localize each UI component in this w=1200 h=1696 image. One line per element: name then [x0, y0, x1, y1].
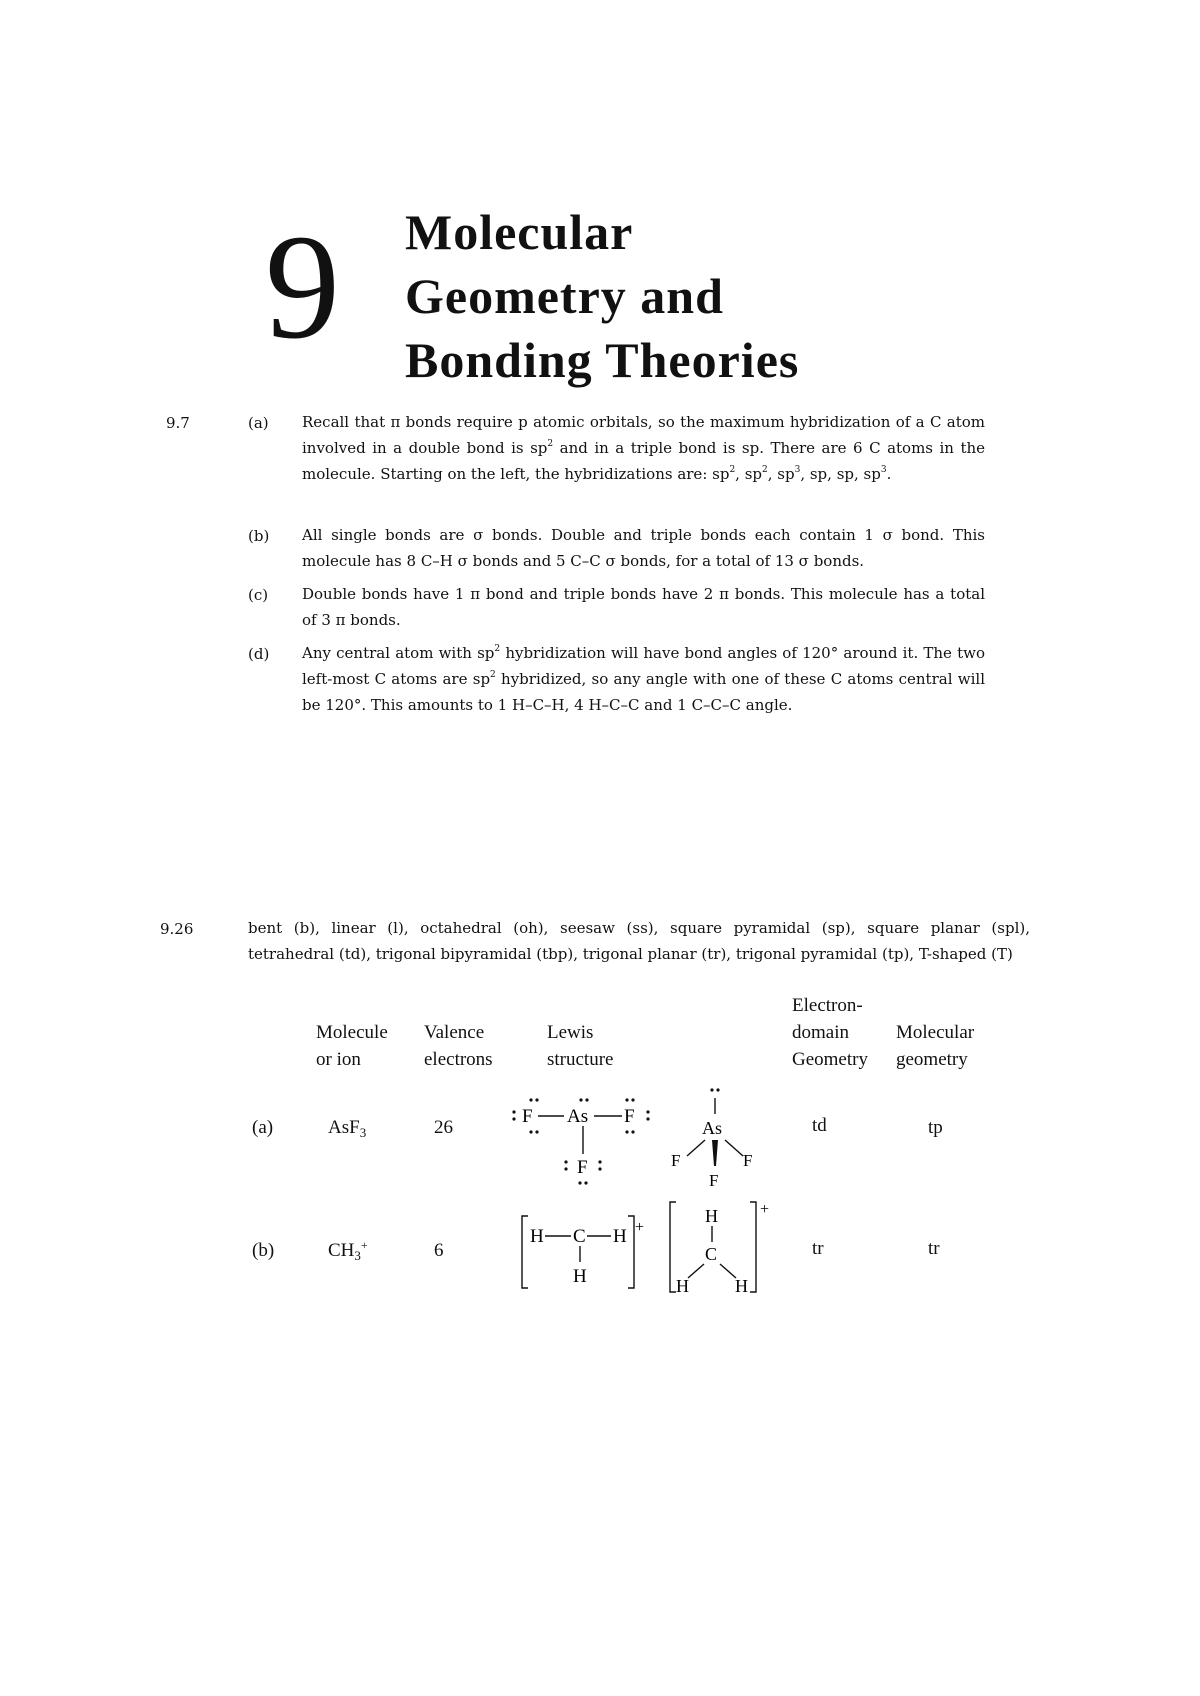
- asf3-lewis-as: As: [567, 1106, 589, 1127]
- ch3-geometry-h-right: H: [735, 1276, 748, 1296]
- asf3-geometry-f-bottom: F: [709, 1171, 719, 1190]
- ch3-lewis-h-left: H: [530, 1226, 544, 1247]
- chapter-title-line-1: Molecular: [405, 204, 634, 260]
- ch3-geometry-h-top: H: [705, 1206, 718, 1226]
- part-label-c: (c): [248, 586, 269, 604]
- part-text-a: Recall that π bonds require p atomic orbitals, so the maximum hybridization of a C atom involved in a double bond is $sp^2$ and in a triple bond is sp. There are 6 C atoms in the molecule. Starting on the left, the hybridizations are: $sp^2$, $sp^2$, $sp^3$, sp, sp, $sp^3$.: [302, 413, 986, 483]
- row-a-molecular-geometry: tp: [928, 1117, 943, 1138]
- header-electron-domain-geometry: Electron- domain Geometry: [792, 995, 868, 1070]
- row-a-formula: AsF$_3$: [328, 1117, 367, 1140]
- ch3-geometry-c: C: [705, 1244, 718, 1264]
- chapter-title-line-2: Geometry and: [405, 268, 724, 324]
- asf3-lewis-structure: [508, 1088, 658, 1188]
- asf3-geometry-sketch: [665, 1084, 765, 1194]
- ch3-lewis-h-right: H: [613, 1226, 627, 1247]
- part-text-d: Any central atom with $sp^2$ hybridization will have bond angles of 120° around it. The two left-most C atoms are $sp^2$ hybridized, so any angle with one of these C atoms central will be 120°. This amounts to 1 H–C–H, 4 H–C–C and 1 C–C–C angle.: [302, 644, 985, 714]
- asf3-geometry-as: As: [702, 1118, 723, 1138]
- row-b-molecular-geometry: tr: [928, 1238, 940, 1259]
- asf3-geometry-f-left: F: [671, 1151, 681, 1170]
- row-a-electron-domain: td: [812, 1115, 827, 1136]
- part-text-b: All single bonds are σ bonds. Double and triple bonds each contain 1 σ bond. This molecule has 8 C–H σ bonds and 5 C–C σ bonds, for a total of 13 σ bonds.: [302, 526, 985, 570]
- ch3-lewis-structure: [516, 1212, 646, 1292]
- ch3-lewis-h-bottom: H: [573, 1266, 587, 1287]
- header-valence-electrons: Valence electrons: [424, 1022, 493, 1070]
- part-text-c: Double bonds have 1 π bond and triple bonds have 2 π bonds. This molecule has a total of 3 π bonds.: [302, 585, 985, 629]
- header-molecule: Molecule or ion: [316, 1022, 388, 1070]
- row-a-valence: 26: [434, 1117, 453, 1138]
- asf3-lewis-f-bottom: F: [577, 1157, 588, 1178]
- asf3-lewis-f-right: F: [624, 1106, 635, 1127]
- part-label-d: (d): [248, 645, 270, 663]
- part-label-b: (b): [248, 527, 270, 545]
- ch3-geometry-h-left: H: [676, 1276, 689, 1296]
- asf3-lewis-f-left: F: [522, 1106, 533, 1127]
- row-a-label: (a): [252, 1117, 274, 1138]
- header-lewis-structure: Lewis structure: [547, 1022, 614, 1070]
- chapter-title-line-3: Bonding Theories: [405, 332, 800, 388]
- asf3-geometry-f-right: F: [743, 1151, 753, 1170]
- chapter-title: [405, 200, 799, 392]
- ch3-geometry-charge: +: [760, 1201, 770, 1218]
- row-b-formula: $CH_3^+$: [328, 1238, 368, 1263]
- ch3-geometry-sketch: [664, 1198, 774, 1298]
- problem-number-9-26: 9.26: [160, 920, 194, 938]
- row-b-electron-domain: tr: [812, 1238, 824, 1259]
- problem-number-9-7: 9.7: [166, 414, 190, 432]
- chapter-number: 9: [265, 204, 340, 370]
- ch3-lewis-charge: +: [635, 1219, 645, 1236]
- header-molecular-geometry: Molecular geometry: [896, 1022, 975, 1070]
- geometry-abbreviations: bent (b), linear (l), octahedral (oh), seesaw (ss), square pyramidal (sp), square planar (spl), tetrahedral (td), trigonal bipyramidal (tbp), trigonal planar (tr), trigonal pyramidal (tp), T-shaped (T): [248, 919, 1030, 963]
- part-label-a: (a): [248, 414, 269, 432]
- ch3-lewis-c: C: [573, 1226, 586, 1247]
- row-b-valence: 6: [434, 1240, 444, 1261]
- row-b-label: (b): [252, 1240, 275, 1261]
